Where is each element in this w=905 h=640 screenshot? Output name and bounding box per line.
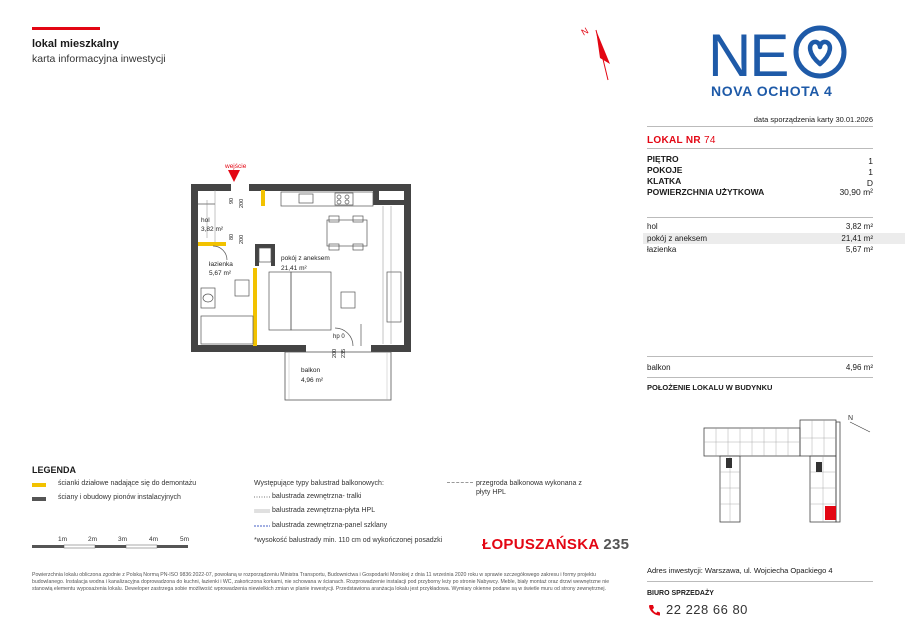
- sales-title: BIURO SPRZEDAŻY: [647, 590, 714, 597]
- legend-item: ściany i obudowy pionów instalacyjnych: [58, 494, 181, 501]
- spec-label: KLATKA: [647, 176, 682, 186]
- heart-icon: [810, 42, 830, 64]
- room-value: 21,41 m²: [841, 234, 873, 243]
- location-title: POŁOŻENIE LOKALU W BUDYNKU: [647, 383, 773, 392]
- investment-address: Adres inwestycji: Warszawa, ul. Wojciecha Opackiego 4: [647, 566, 833, 575]
- plan-balcony-area: 4,96 m²: [301, 377, 324, 384]
- divider: [647, 148, 873, 149]
- spec-value: 1: [868, 156, 873, 166]
- north-arrow-icon: [578, 22, 618, 84]
- plan-hp-label: hp 0: [333, 334, 345, 340]
- scale-bar: [32, 544, 192, 550]
- brand-logo: [708, 24, 848, 80]
- divider: [647, 581, 873, 582]
- divider: [647, 126, 873, 127]
- building-location-map: [700, 402, 875, 526]
- plan-hol-area: 3,82 m²: [201, 226, 224, 233]
- divider: [647, 356, 873, 357]
- balustrade-item: balustrada zewnętrzna-panel szklany: [272, 522, 388, 529]
- balustrade-item: balustrada zewnętrzna- tralki: [272, 493, 362, 500]
- scale-label: 4m: [149, 536, 159, 543]
- disclaimer: Powierzchnia lokalu obliczona zgodnie z Polską Normą PN-ISO 9836:2022-07, powołaną w rozporządzeniu Ministra Transportu, Budownictwa i Gospodarki Morskiej z dnia 11 września 2020 roku w sprawie szczegółowego zakresu i formy projektu budowlanego. Instalacja wodna i kanalizacyjna doprowadzona do kuchni, łazienki i WC, zakończona korkami, nie schowana w ścianach. Rozprowadzenie instalacji pod przyborny leży po stronie Nabywcy. Meble, biały montaż oraz drzwi wewnętrzne nie stanowią elementu wyposażenia lokalu. Deweloper zastrzega sobie możliwość wprowadzenia niewielkich zmian w planie inwestycji. Przedstawiona aranżacja lokalu jest przykładowa. Wymiary okienne podane są w świetle muru od strony zewnętrznej.: [32, 572, 610, 593]
- legend-item: ścianki działowe nadające się do demontażu: [58, 480, 197, 487]
- scale-label: 2m: [88, 536, 98, 543]
- dimension-label: 235: [341, 348, 347, 358]
- dimension-label: 200: [239, 234, 245, 244]
- plan-balcony-label: balkon: [301, 367, 321, 374]
- lokal-value: 74: [703, 135, 716, 146]
- partition-note: przegroda balkonowa wykonana z płyty HPL: [476, 480, 582, 497]
- divider: [647, 377, 873, 378]
- dimension-label: 90: [229, 197, 235, 204]
- room-label: pokój z aneksem: [647, 234, 708, 243]
- document-type: lokal mieszkalny: [32, 38, 119, 50]
- spec-label: POKOJE: [647, 165, 683, 175]
- phone-icon: [648, 604, 660, 616]
- balustrade-note: *wysokość balustrady min. 110 cm od wykończonej posadzki: [254, 537, 443, 544]
- dimension-label: 80: [229, 233, 235, 240]
- partition-note-line: [447, 482, 473, 484]
- project-wordmark: [482, 536, 629, 553]
- logo-text: NE: [708, 24, 788, 80]
- plan-bath-area: 5,67 m²: [209, 270, 232, 277]
- sales-phone[interactable]: 22 228 66 80: [666, 602, 748, 617]
- balcony-value: 4,96 m²: [845, 363, 873, 372]
- divider: [647, 217, 873, 218]
- entrance-label: wejście: [225, 163, 247, 170]
- spec-value: 30,90 m²: [839, 187, 873, 197]
- spec-value: D: [866, 178, 873, 188]
- header-accent-bar: [32, 27, 100, 30]
- plan-bath-label: łazienka: [209, 261, 233, 268]
- apartment-location-marker: [825, 506, 836, 520]
- wordmark-name: ŁOPUSZAŃSKA: [482, 536, 599, 553]
- spec-label: PIĘTRO: [647, 154, 679, 164]
- north-label: N: [579, 25, 591, 38]
- room-label: hol: [647, 222, 658, 231]
- scale-label: 3m: [118, 536, 128, 543]
- scale-label: 1m: [58, 536, 68, 543]
- lokal-number: [647, 135, 716, 146]
- legend-title: LEGENDA: [32, 465, 77, 475]
- lokal-label: LOKAL NR: [647, 135, 701, 146]
- balustrade-tralki-icon: [254, 494, 270, 500]
- map-north-label: N: [848, 415, 854, 422]
- room-value: 5,67 m²: [845, 245, 873, 254]
- spec-label: POWIERZCHNIA UŻYTKOWA: [647, 187, 765, 197]
- balustrade-title: Występujące typy balustrad balkonowych:: [254, 480, 384, 487]
- room-label: łazienka: [647, 245, 677, 254]
- plan-room-label: pokój z aneksem: [281, 255, 330, 262]
- floor-plan: [185, 160, 420, 405]
- scale-label: 5m: [180, 536, 190, 543]
- balustrade-item: balustrada zewnętrzna-płyta HPL: [272, 507, 376, 514]
- dimension-label: 200: [239, 198, 245, 208]
- document-subtitle: karta informacyjna inwestycji: [32, 53, 166, 65]
- spec-value: 1: [868, 167, 873, 177]
- brand-name: NOVA OCHOTA 4: [711, 83, 833, 99]
- plan-hol-label: hol: [201, 217, 210, 224]
- balustrade-hpl-icon: [254, 508, 270, 514]
- legend-swatch-wall: [32, 497, 46, 501]
- legend-swatch-partition: [32, 483, 46, 487]
- entrance-arrow-icon: [228, 170, 240, 182]
- wordmark-number: 235: [603, 536, 630, 553]
- room-value: 3,82 m²: [845, 222, 873, 231]
- plan-room-area: 21,41 m²: [281, 265, 307, 272]
- dimension-label: 200: [332, 348, 338, 358]
- card-date: data sporządzenia karty 30.01.2026: [753, 115, 873, 124]
- balustrade-glass-icon: [254, 523, 270, 529]
- balcony-label: balkon: [647, 363, 671, 372]
